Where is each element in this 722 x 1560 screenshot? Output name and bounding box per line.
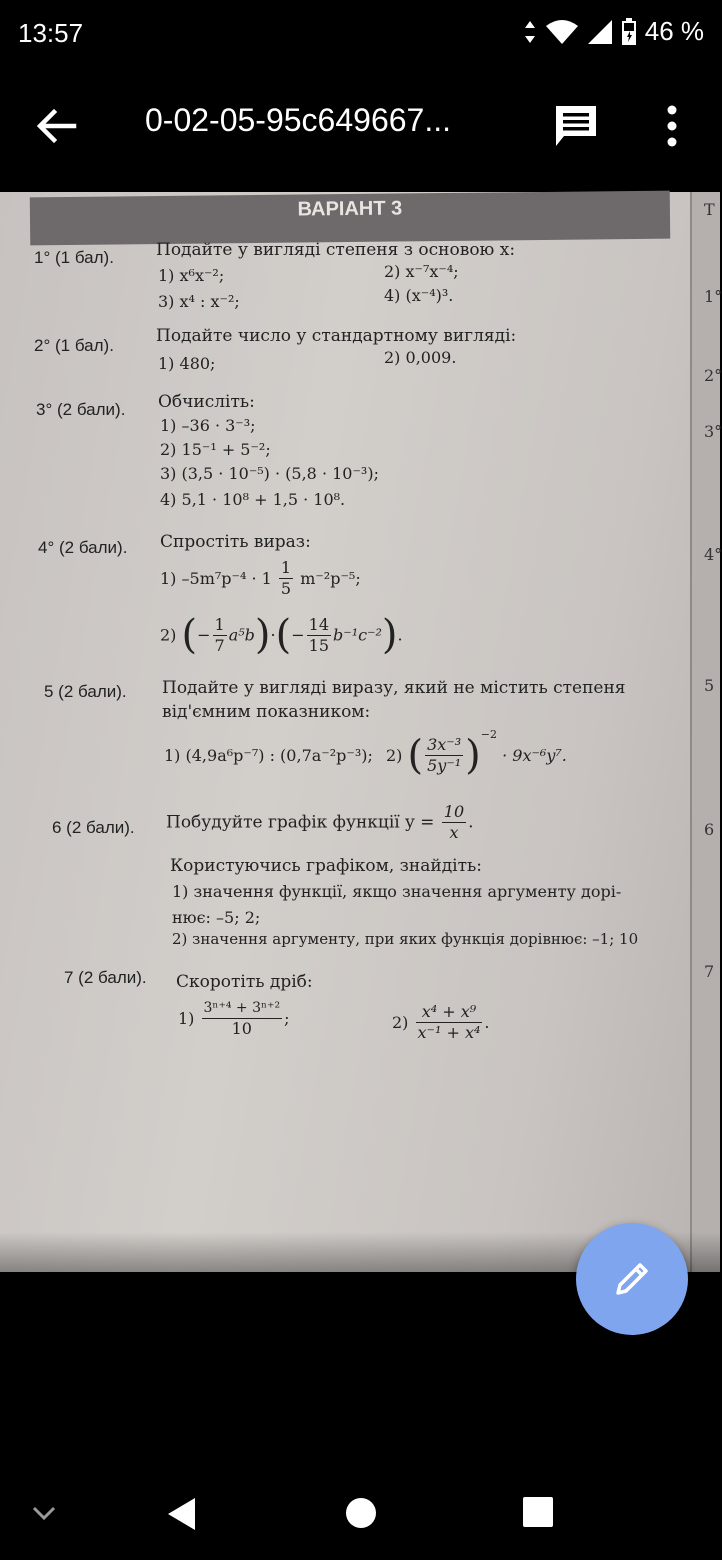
task-6-item: 1) значення функції, якщо значення аргументу дорі- xyxy=(172,882,622,901)
right-col-number: 2° xyxy=(704,366,722,385)
fraction xyxy=(202,998,283,1039)
exponent: −2 xyxy=(480,728,497,741)
battery-percent: 46 % xyxy=(644,16,704,46)
item-label: 1) xyxy=(178,1009,195,1028)
fraction-numerator: x⁴ + x⁹ xyxy=(416,1002,483,1023)
task-7-heading: Скоротіть дріб: xyxy=(176,972,313,992)
open-paren: ( xyxy=(275,612,292,658)
open-paren: ( xyxy=(181,612,198,658)
item-label: 2) xyxy=(160,625,177,645)
fraction-numerator: 1 xyxy=(280,558,292,577)
close-paren: ) xyxy=(381,612,398,658)
recents-square-icon xyxy=(522,1496,554,1528)
fraction-denominator: 15 xyxy=(308,635,329,655)
task-6-heading xyxy=(166,802,474,843)
right-col-number: 6 xyxy=(704,820,715,839)
right-col-number: 3° xyxy=(704,422,722,441)
task-1-item: 3) x⁴ : x⁻²; xyxy=(158,292,240,311)
app-bar xyxy=(0,70,720,192)
period: . xyxy=(397,625,403,645)
task-4-heading: Спростіть вираз: xyxy=(160,532,311,552)
minus-sign: − xyxy=(197,625,211,645)
task-3-heading: Обчисліть: xyxy=(158,392,255,412)
fraction-denominator: 5 xyxy=(280,579,292,598)
term: · 9x⁻⁶y⁷. xyxy=(502,746,567,765)
task-3-item: 4) 5,1 · 10⁸ + 1,5 · 10⁸. xyxy=(160,490,346,509)
item-label: 2) xyxy=(385,746,403,765)
task-2-number: 2° (1 бал). xyxy=(34,336,114,355)
task-4-item-1 xyxy=(160,558,361,599)
task-5-heading-cont: від'ємним показником: xyxy=(162,702,371,722)
task-2-item: 1) 480; xyxy=(158,354,216,373)
task-6-item: нює: –5; 2; xyxy=(172,908,261,927)
right-col-number: 7 xyxy=(704,962,715,981)
document-title: 0-02-05-95c649667... xyxy=(145,102,451,138)
right-col-number: 4° xyxy=(704,545,722,564)
task-3-item: 3) (3,5 · 10⁻⁵) · (5,8 · 10⁻³); xyxy=(160,464,379,483)
task-5-item-1: 1) (4,9a⁶p⁻⁷) : (0,7a⁻²p⁻³); xyxy=(164,746,373,765)
more-vert-icon xyxy=(652,100,692,152)
cell-signal-icon xyxy=(587,19,613,45)
task-4-item-1-lead: 1) –5m⁷p⁻⁴ · 1 xyxy=(160,569,272,588)
task-7-item-1 xyxy=(178,998,289,1039)
close-paren: ) xyxy=(254,612,271,658)
fraction-denominator: 5y⁻¹ xyxy=(427,756,462,775)
nav-recents-button[interactable] xyxy=(522,1496,554,1533)
system-nav-bar xyxy=(0,1480,720,1560)
comments-button[interactable] xyxy=(552,102,600,150)
open-paren: ( xyxy=(407,732,424,779)
variant-title: ВАРІАНТ 3 xyxy=(297,197,403,221)
task-3-item: 2) 15⁻¹ + 5⁻²; xyxy=(160,440,271,459)
period: . xyxy=(484,1013,490,1032)
fraction-numerator: 3ⁿ⁺⁴ + 3ⁿ⁺² xyxy=(202,998,283,1019)
task-3-number: 3° (2 бали). xyxy=(36,400,126,419)
semicolon: ; xyxy=(284,1009,290,1028)
task-4-number: 4° (2 бали). xyxy=(38,538,128,557)
worksheet-text xyxy=(0,192,720,1272)
period: . xyxy=(468,812,474,833)
fraction-numerator: 3x⁻³ xyxy=(425,735,463,756)
fraction-denominator: x⁻¹ + x⁴ xyxy=(417,1023,481,1042)
back-triangle-icon xyxy=(165,1494,199,1534)
battery-icon xyxy=(621,18,637,46)
more-options-button[interactable] xyxy=(652,100,692,152)
edit-fab-button[interactable] xyxy=(576,1223,688,1335)
fraction xyxy=(307,615,331,656)
comment-icon xyxy=(552,102,600,150)
task-5-heading: Подайте у вигляді виразу, який не містить степеня xyxy=(162,678,626,698)
back-button[interactable] xyxy=(30,100,82,152)
right-col-number: 5 xyxy=(704,676,715,695)
arrow-left-icon xyxy=(30,100,82,152)
fraction xyxy=(279,558,293,599)
collapse-icon xyxy=(30,1498,58,1526)
fraction-denominator: 7 xyxy=(214,635,225,655)
task-3-item: 1) –36 · 3⁻³; xyxy=(160,416,256,435)
right-col-number: Т xyxy=(704,200,715,219)
status-bar xyxy=(0,0,720,70)
wifi-icon xyxy=(545,19,579,45)
task-1-item: 2) x⁻⁷x⁻⁴; xyxy=(384,262,459,281)
task-7-number: 7 (2 бали). xyxy=(64,968,147,987)
task-1-item: 1) x⁶x⁻²; xyxy=(158,266,225,285)
task-6-number: 6 (2 бали). xyxy=(52,818,135,837)
task-1-item: 4) (x⁻⁴)³. xyxy=(384,286,454,305)
task-7-item-2 xyxy=(392,1002,490,1043)
edit-pencil-icon xyxy=(612,1259,652,1299)
task-6-item: 2) значення аргументу, при яких функція дорівнює: –1; 10 xyxy=(172,930,639,948)
term: a⁵b xyxy=(228,625,255,645)
nav-back-button[interactable] xyxy=(165,1494,199,1539)
multiply-dot: · xyxy=(270,625,276,645)
minus-sign: − xyxy=(291,625,305,645)
status-time: 13:57 xyxy=(18,18,84,48)
fraction-numerator: 14 xyxy=(308,614,329,634)
task-1-heading: Подайте у вигляді степеня з основою x: xyxy=(156,240,516,260)
fraction xyxy=(425,735,463,776)
fraction-numerator: 10 xyxy=(443,802,465,821)
task-2-item: 2) 0,009. xyxy=(384,348,457,367)
term: b⁻¹c⁻² xyxy=(333,625,382,645)
task-5-number: 5 (2 бали). xyxy=(44,682,127,701)
status-icons xyxy=(523,16,704,47)
task-1-number: 1° (1 бал). xyxy=(34,248,114,267)
home-circle-icon xyxy=(344,1496,378,1530)
data-arrows-icon xyxy=(523,19,537,45)
fraction xyxy=(416,1002,483,1043)
fraction-denominator: 10 xyxy=(231,1019,252,1038)
task-4-item-2 xyxy=(160,612,403,658)
document-photo[interactable] xyxy=(0,192,720,1272)
right-col-number: 1° xyxy=(704,287,722,306)
nav-home-button[interactable] xyxy=(344,1496,378,1535)
fraction xyxy=(442,802,466,843)
task-4-item-1-tail: m⁻²p⁻⁵; xyxy=(300,569,361,588)
item-label: 2) xyxy=(392,1013,409,1032)
fraction-denominator: x xyxy=(449,823,459,842)
nav-collapse-button[interactable] xyxy=(30,1498,58,1531)
task-2-heading: Подайте число у стандартному вигляді: xyxy=(156,326,517,346)
close-paren: ) xyxy=(465,732,481,779)
fraction-numerator: 1 xyxy=(214,614,225,634)
task-6-subheading: Користуючись графіком, знайдіть: xyxy=(170,856,483,876)
fraction xyxy=(213,615,227,656)
task-5-items xyxy=(164,728,567,779)
task-6-heading-text: Побудуйте графік функції y = xyxy=(166,812,435,833)
